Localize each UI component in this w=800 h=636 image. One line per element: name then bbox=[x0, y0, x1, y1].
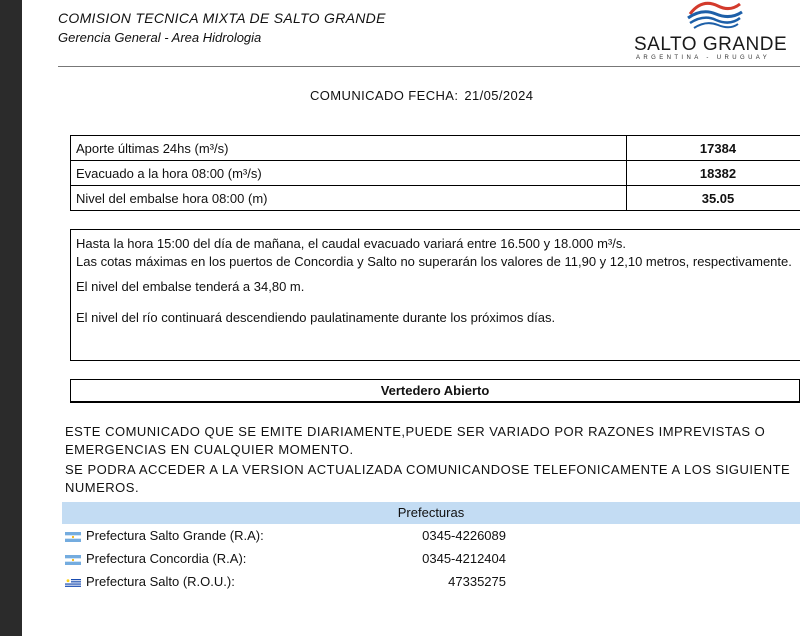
department-subtitle: Gerencia General - Area Hidrologia bbox=[58, 30, 262, 45]
notice-line: ESTE COMUNICADO QUE SE EMITE DIARIAMENTE,PUEDE SER VARIADO POR RAZONES IMPREVISTAS O EMERGENCIAS EN CUALQUIER MOMENTO. bbox=[65, 424, 766, 457]
organization-title: COMISION TECNICA MIXTA DE SALTO GRANDE bbox=[58, 10, 386, 26]
list-item bbox=[64, 572, 800, 592]
spillway-status: Vertedero Abierto bbox=[70, 379, 800, 403]
comunicado-date: 21/05/2024 bbox=[464, 88, 534, 103]
forecast-river-text: El nivel del río continuará descendiendo paulatinamente durante los próximos días. bbox=[76, 309, 556, 325]
row-label: Evacuado a la hora 08:00 (m³/s) bbox=[71, 161, 627, 186]
prefectura-name: Prefectura Salto Grande (R.A): bbox=[86, 528, 264, 543]
table-row bbox=[71, 186, 800, 211]
prefectura-phone[interactable]: 47335275 bbox=[448, 574, 506, 589]
prefectura-name: Prefectura Salto (R.O.U.): bbox=[86, 574, 235, 589]
row-label: Nivel del embalse hora 08:00 (m) bbox=[71, 186, 627, 211]
prefectura-name: Prefectura Concordia (R.A): bbox=[86, 551, 247, 566]
uruguay-flag-icon bbox=[65, 578, 81, 588]
document-page bbox=[22, 0, 800, 636]
prefecturas-header: Prefecturas bbox=[62, 502, 800, 524]
notice-line: SE PODRA ACCEDER A LA VERSION ACTUALIZADA COMUNICANDOSE TELEFONICAMENTE A LOS SIGUIENTE NUMEROS. bbox=[65, 462, 791, 495]
comunicado-label: COMUNICADO FECHA: bbox=[310, 88, 459, 103]
prefectura-phone[interactable]: 0345-4226089 bbox=[422, 528, 506, 543]
row-value: 35.05 bbox=[627, 186, 800, 211]
header-divider bbox=[58, 66, 800, 67]
comunicado-date-line bbox=[310, 88, 539, 103]
list-item bbox=[64, 526, 800, 546]
forecast-reservoir-text: El nivel del embalse tenderá a 34,80 m. bbox=[76, 279, 305, 294]
logo-country: ARGENTINA - URUGUAY bbox=[636, 55, 771, 61]
wave-logo-icon bbox=[684, 0, 744, 30]
notice-text bbox=[65, 423, 795, 497]
hydrology-data-table bbox=[70, 135, 800, 211]
list-item bbox=[64, 549, 800, 569]
logo-name: SALTO GRANDE bbox=[634, 34, 788, 55]
forecast-flow-text: Hasta la hora 15:00 del día de mañana, el caudal evacuado variará entre 16.500 y 18.000 m³/s. bbox=[76, 236, 626, 251]
forecast-ports-text: Las cotas máximas en los puertos de Concordia y Salto no superarán los valores de 11,90 y 12,10 metros, respectivamente. bbox=[76, 253, 792, 269]
prefectura-phone[interactable]: 0345-4212404 bbox=[422, 551, 506, 566]
table-row bbox=[71, 136, 800, 161]
row-value: 17384 bbox=[627, 136, 800, 161]
row-value: 18382 bbox=[627, 161, 800, 186]
salto-grande-logo bbox=[632, 0, 800, 66]
forecast-box bbox=[70, 229, 800, 361]
row-label: Aporte últimas 24hs (m³/s) bbox=[71, 136, 627, 161]
argentina-flag-icon bbox=[65, 532, 81, 542]
argentina-flag-icon bbox=[65, 555, 81, 565]
table-row bbox=[71, 161, 800, 186]
